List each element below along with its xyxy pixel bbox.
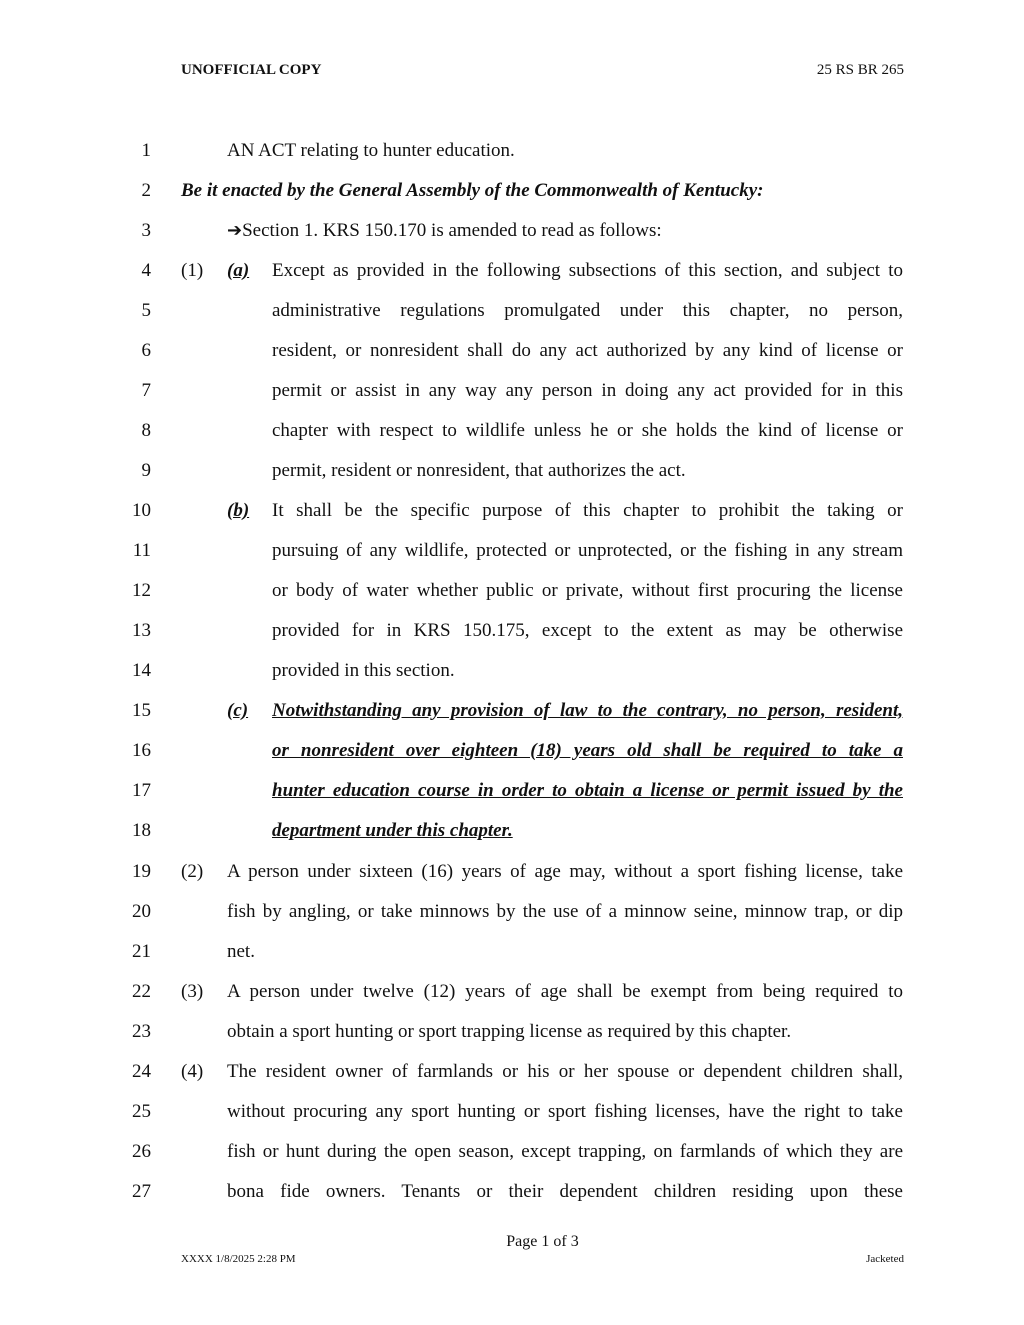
body-text: without procuring any sport hunting or sport fishing licenses, have the right to take [227, 1101, 903, 1122]
body-text: provided in this section. [272, 660, 455, 681]
line-25 [0, 1098, 1024, 1126]
line-number: 18 [132, 820, 151, 841]
arrow-icon: ➔ [227, 220, 243, 241]
line-number: 3 [141, 220, 151, 241]
body-text: administrative regulations promulgated under this chapter, no person, [272, 300, 903, 321]
line-10 [0, 497, 1024, 525]
body-text: permit, resident or nonresident, that authorizes the act. [272, 460, 686, 481]
title-text: AN ACT relating to hunter education. [227, 140, 515, 161]
body-text: resident, or nonresident shall do any act authorized by any kind of license or [272, 340, 903, 361]
line-18 [0, 817, 1024, 845]
line-number: 1 [141, 140, 151, 161]
body-text: Except as provided in the following subsections of this section, and subject to [272, 260, 903, 281]
line-number: 11 [132, 540, 151, 561]
line-number: 8 [141, 420, 151, 441]
line-21 [0, 938, 1024, 966]
line-26 [0, 1138, 1024, 1166]
body-text: obtain a sport hunting or sport trapping license as required by this chapter. [227, 1021, 792, 1042]
line-13 [0, 617, 1024, 645]
new-text: Notwithstanding any provision of law to the contrary, no person, resident, [272, 700, 903, 721]
line-8 [0, 417, 1024, 445]
line-number: 21 [132, 941, 151, 962]
line-27 [0, 1178, 1024, 1206]
line-6 [0, 337, 1024, 365]
line-number: 14 [132, 660, 151, 681]
line-number: 7 [141, 380, 151, 401]
new-text: department under this chapter. [272, 820, 513, 841]
line-number: 4 [141, 260, 151, 281]
header-left: UNOFFICIAL COPY [181, 62, 322, 78]
line-number: 27 [132, 1181, 151, 1202]
body-text: permit or assist in any way any person in doing any act provided for in this [272, 380, 903, 401]
footer-left: XXXX 1/8/2025 2:28 PM [181, 1253, 296, 1265]
line-number: 23 [132, 1021, 151, 1042]
line-20 [0, 898, 1024, 926]
body-text: provided for in KRS 150.175, except to the extent as may be otherwise [272, 620, 903, 641]
body-text: A person under sixteen (16) years of age may, without a sport fishing license, take [227, 861, 903, 882]
line-23 [0, 1018, 1024, 1046]
line-1 [0, 137, 1024, 165]
body-text: pursuing of any wildlife, protected or unprotected, or the fishing in any stream [272, 540, 903, 561]
line-number: 24 [132, 1061, 151, 1082]
line-9 [0, 457, 1024, 485]
subsection-marker: (1) [181, 260, 204, 281]
new-text: hunter education course in order to obtain a license or permit issued by the [272, 780, 903, 801]
section-heading-text: Section 1. KRS 150.170 is amended to read as follows: [242, 220, 662, 241]
body-text: or body of water whether public or private, without first procuring the license [272, 580, 903, 601]
subsection-marker: (4) [181, 1061, 204, 1082]
line-3 [0, 217, 1024, 245]
line-number: 25 [132, 1101, 151, 1122]
line-7 [0, 377, 1024, 405]
paragraph-marker: (a) [227, 260, 250, 281]
line-12 [0, 577, 1024, 605]
line-number: 16 [132, 740, 151, 761]
body-text: chapter with respect to wildlife unless he or she holds the kind of license or [272, 420, 903, 441]
line-5 [0, 297, 1024, 325]
line-number: 10 [132, 500, 151, 521]
new-text: or nonresident over eighteen (18) years old shall be required to take a [272, 740, 903, 761]
page-number: Page 1 of 3 [506, 1233, 579, 1250]
line-16 [0, 737, 1024, 765]
line-24 [0, 1058, 1024, 1086]
line-2 [0, 177, 1024, 205]
line-number: 19 [132, 861, 151, 882]
subsection-marker: (2) [181, 861, 204, 882]
line-11 [0, 537, 1024, 565]
line-number: 13 [132, 620, 151, 641]
line-number: 2 [141, 180, 151, 201]
line-number: 26 [132, 1141, 151, 1162]
line-number: 20 [132, 901, 151, 922]
line-number: 12 [132, 580, 151, 601]
paragraph-marker: (c) [227, 700, 249, 721]
body-text: The resident owner of farmlands or his or her spouse or dependent children shall, [227, 1061, 903, 1082]
line-14 [0, 657, 1024, 685]
line-number: 15 [132, 700, 151, 721]
line-22 [0, 978, 1024, 1006]
body-text: fish by angling, or take minnows by the use of a minnow seine, minnow trap, or dip [227, 901, 903, 922]
body-text: It shall be the specific purpose of this chapter to prohibit the taking or [272, 500, 903, 521]
line-number: 5 [141, 300, 151, 321]
body-text: net. [227, 941, 255, 962]
line-number: 9 [141, 460, 151, 481]
line-15 [0, 697, 1024, 725]
line-4 [0, 257, 1024, 285]
line-number: 6 [141, 340, 151, 361]
body-text: fish or hunt during the open season, except trapping, on farmlands of which they are [227, 1141, 903, 1162]
section-heading [227, 217, 662, 245]
body-text: bona fide owners. Tenants or their dependent children residing upon these [227, 1181, 903, 1202]
body-text: A person under twelve (12) years of age shall be exempt from being required to [227, 981, 903, 1002]
line-17 [0, 777, 1024, 805]
paragraph-marker: (b) [227, 500, 250, 521]
footer-right: Jacketed [866, 1253, 904, 1265]
line-number: 22 [132, 981, 151, 1002]
line-number: 17 [132, 780, 151, 801]
enacting-clause: Be it enacted by the General Assembly of the Commonwealth of Kentucky: [181, 180, 764, 201]
line-19 [0, 858, 1024, 886]
header-right: 25 RS BR 265 [816, 62, 904, 78]
subsection-marker: (3) [181, 981, 204, 1002]
